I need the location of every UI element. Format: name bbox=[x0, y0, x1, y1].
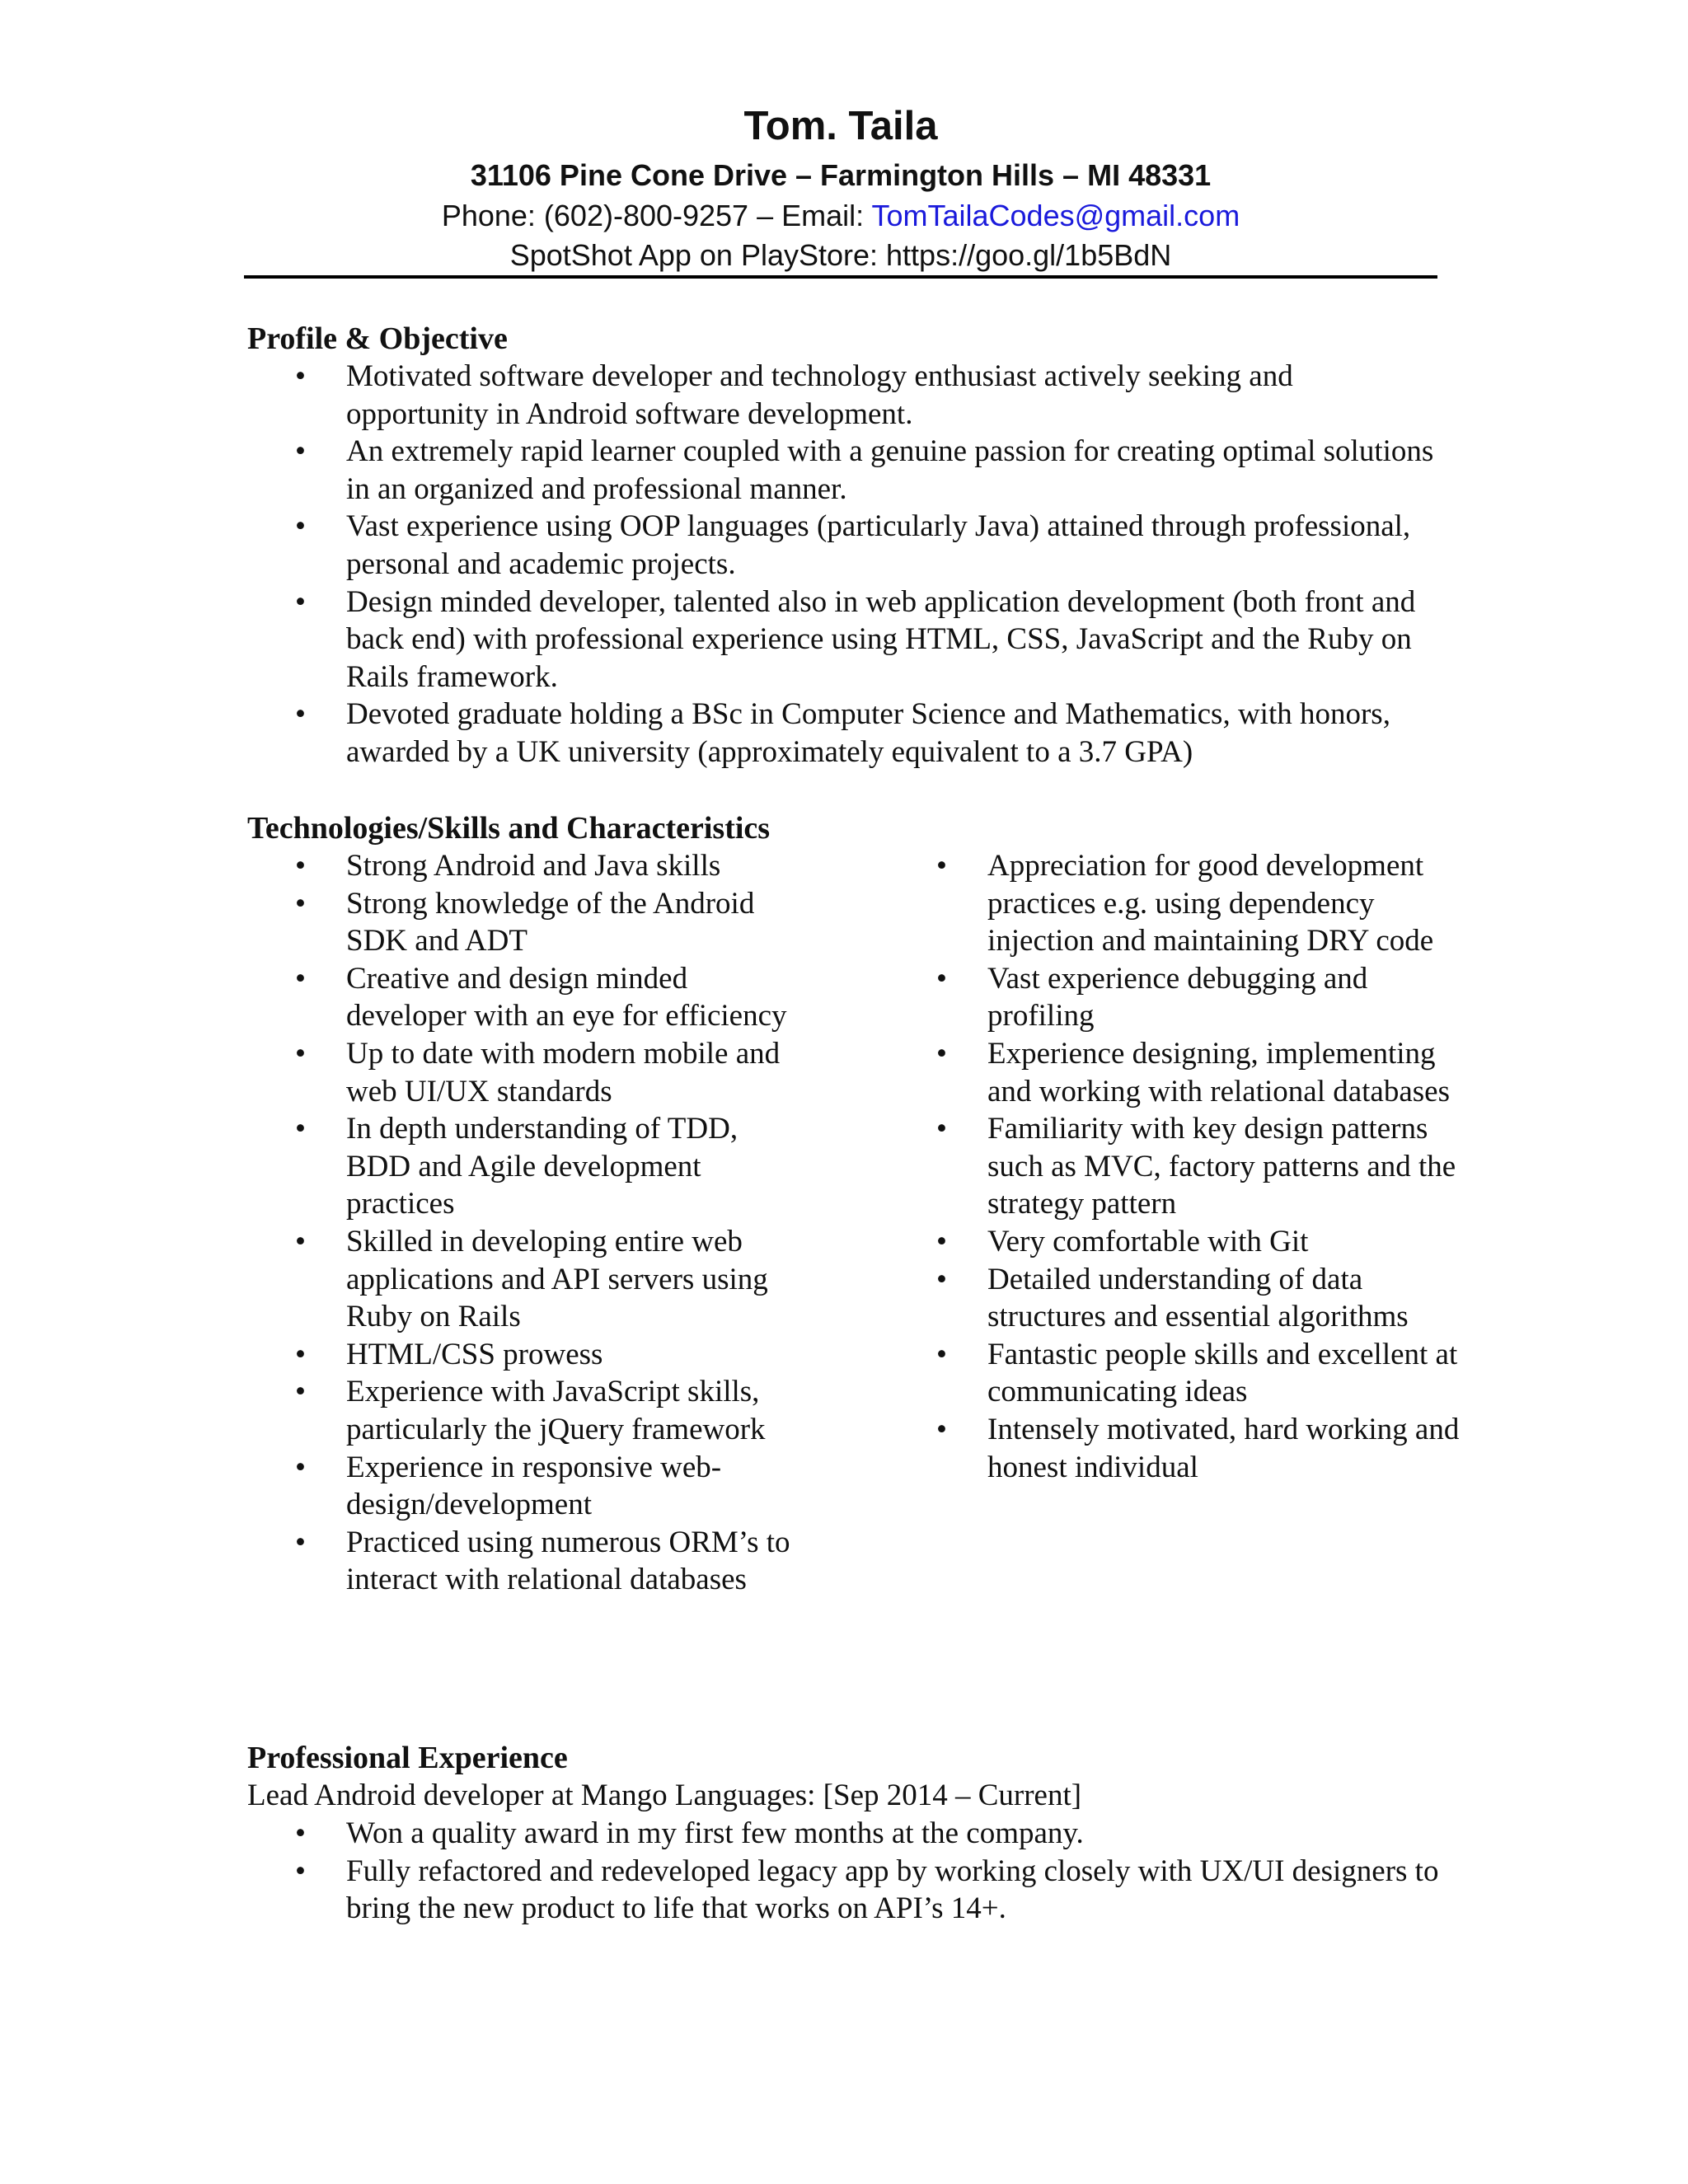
list-item: • Familiarity with key design patterns such as MVC, factory patterns and the strategy pattern bbox=[889, 1110, 1465, 1223]
list-item: • Intensely motivated, hard working and honest individual bbox=[889, 1411, 1465, 1486]
skills-list-left bbox=[247, 847, 808, 1599]
experience-title: Professional Experience bbox=[247, 1741, 568, 1775]
list-item: • In depth understanding of TDD, BDD and Agile development practices bbox=[247, 1110, 808, 1223]
list-item: • Fantastic people skills and excellent at communicating ideas bbox=[889, 1336, 1465, 1411]
list-item: • Appreciation for good development practices e.g. using dependency injection and maintaining DRY code bbox=[889, 847, 1465, 960]
list-item: • Very comfortable with Git bbox=[889, 1223, 1465, 1261]
skills-title: Technologies/Skills and Characteristics bbox=[247, 811, 771, 846]
phone-text: Phone: (602)-800-9257 – Email: bbox=[441, 199, 872, 232]
email-link[interactable]: TomTailaCodes@gmail.com bbox=[871, 199, 1240, 232]
profile-section bbox=[247, 320, 1442, 771]
list-item: • Experience in responsive web-design/development bbox=[247, 1449, 808, 1524]
skills-list-right bbox=[889, 847, 1465, 1486]
address-line: 31106 Pine Cone Drive – Farmington Hills – MI 48331 bbox=[470, 158, 1212, 192]
list-item: • Up to date with modern mobile and web UI/UX standards bbox=[247, 1035, 808, 1110]
header-divider bbox=[244, 275, 1437, 279]
list-item: • An extremely rapid learner coupled with a genuine passion for creating optimal solutions in an organized and professional manner. bbox=[247, 433, 1442, 508]
list-item: • Creative and design minded developer with an eye for efficiency bbox=[247, 960, 808, 1035]
experience-section bbox=[247, 1739, 1442, 1928]
list-item: • Experience designing, implementing and working with relational databases bbox=[889, 1035, 1465, 1110]
resume-header bbox=[244, 97, 1437, 275]
list-item: • Won a quality award in my first few months at the company. bbox=[247, 1815, 1442, 1853]
candidate-name: Tom. Taila bbox=[743, 104, 938, 148]
list-item: • Vast experience debugging and profiling bbox=[889, 960, 1465, 1035]
job-title: Lead Android developer at Mango Languages: [Sep 2014 – Current] bbox=[247, 1779, 1082, 1812]
skills-section bbox=[247, 809, 1460, 1597]
experience-list bbox=[247, 1815, 1442, 1928]
list-item: • HTML/CSS prowess bbox=[247, 1336, 808, 1374]
list-item: • Fully refactored and redeveloped legacy app by working closely with UX/UI designers to bring the new product to life that works on API’s 14+. bbox=[247, 1853, 1442, 1928]
app-link-line: SpotShot App on PlayStore: https://goo.gl/1b5BdN bbox=[509, 238, 1172, 272]
contact-line bbox=[244, 196, 1437, 236]
list-item: • Practiced using numerous ORM’s to interact with relational databases bbox=[247, 1524, 808, 1599]
list-item: • Strong Android and Java skills bbox=[247, 847, 808, 885]
list-item: • Strong knowledge of the Android SDK and ADT bbox=[247, 885, 808, 960]
list-item: • Vast experience using OOP languages (particularly Java) attained through professional, personal and academic projects. bbox=[247, 508, 1442, 583]
list-item: • Design minded developer, talented also in web application development (both front and back end) with professional experience using HTML, CSS, JavaScript and the Ruby on Rails framework. bbox=[247, 583, 1442, 696]
list-item: • Experience with JavaScript skills, particularly the jQuery framework bbox=[247, 1373, 808, 1448]
profile-title: Profile & Objective bbox=[247, 321, 508, 356]
list-item: • Motivated software developer and technology enthusiast actively seeking and opportunity in Android software development. bbox=[247, 358, 1442, 433]
list-item: • Skilled in developing entire web applications and API servers using Ruby on Rails bbox=[247, 1223, 808, 1336]
profile-list bbox=[247, 358, 1442, 771]
list-item: • Detailed understanding of data structures and essential algorithms bbox=[889, 1261, 1465, 1336]
list-item: • Devoted graduate holding a BSc in Computer Science and Mathematics, with honors, awarded by a UK university (approximately equivalent to a 3.7 GPA) bbox=[247, 696, 1442, 771]
